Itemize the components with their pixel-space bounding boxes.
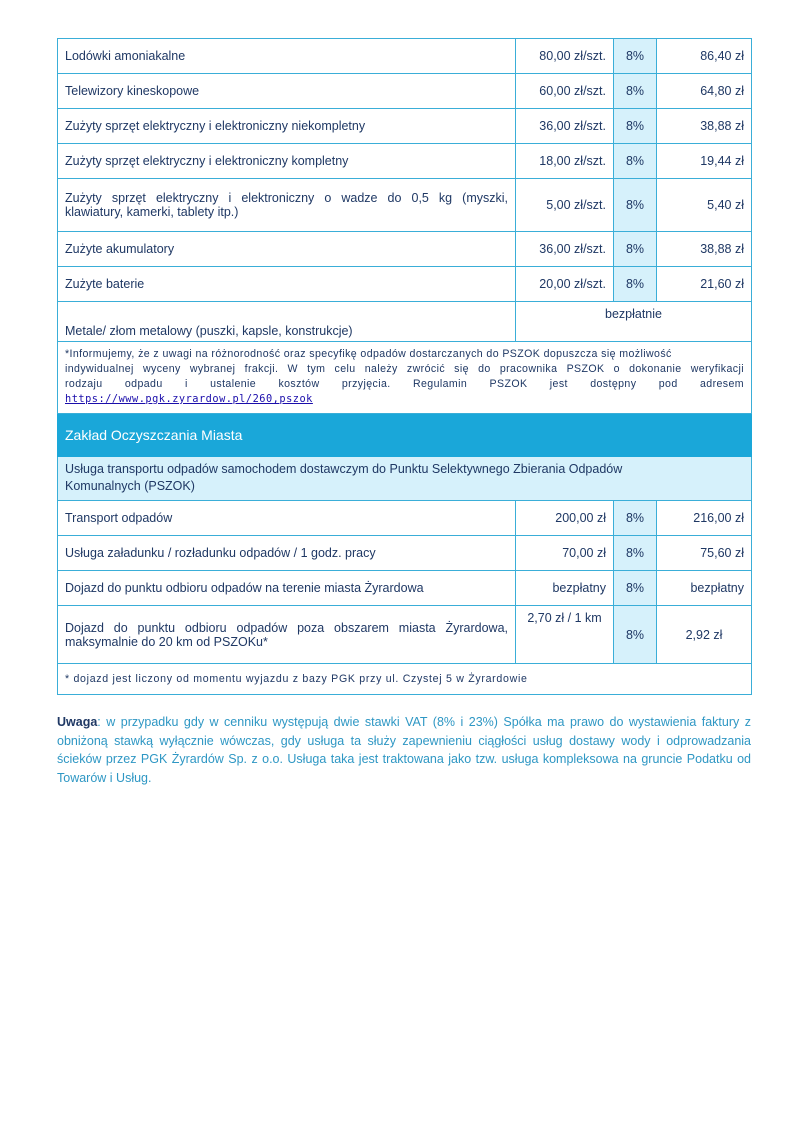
net-price: 5,00 zł/szt. [516,179,614,232]
note-row [58,664,752,695]
net-price: 36,00 zł/szt. [516,109,614,144]
vat-rate: 8% [614,39,657,74]
gross-price: 5,40 zł [657,179,752,232]
table-row [58,302,752,342]
service-name: Transport odpadów [58,501,516,536]
table-row [58,109,752,144]
vat-rate: 8% [614,232,657,267]
vat-rate: 8% [614,501,657,536]
table-row [58,232,752,267]
gross-price: 38,88 zł [657,232,752,267]
item-name: Telewizory kineskopowe [58,74,516,109]
gross-price: bezpłatny [657,571,752,606]
pszok-rules-link[interactable]: https://www.pgk.zyrardow.pl/260,pszok [65,393,313,405]
net-price: 36,00 zł/szt. [516,232,614,267]
pszok-note-line-1: *Informujemy, że z uwagi na różnorodność oraz specyfikę odpadów dostarczanych do PSZOK dopuszcza się możliwość [65,348,672,360]
section-header-row [58,414,752,457]
gross-price: 86,40 zł [657,39,752,74]
vat-rate: 8% [614,536,657,571]
gross-price: 21,60 zł [657,267,752,302]
note-row [58,342,752,414]
gross-price: 216,00 zł [657,501,752,536]
table-row [58,39,752,74]
item-name: Zużyte baterie [58,267,516,302]
net-price: 20,00 zł/szt. [516,267,614,302]
gross-price: 19,44 zł [657,144,752,179]
vat-rate: 8% [614,267,657,302]
pszok-note-line-3: rodzaju odpadu i ustalenie kosztów przyjęcia. Regulamin PSZOK jest dostępny pod adresem [65,378,744,390]
item-name: Zużyty sprzęt elektryczny i elektroniczny kompletny [58,144,516,179]
subsection-title-line-2: Komunalnych (PSZOK) [65,479,195,493]
transport-note: * dojazd jest liczony od momentu wyjazdu z bazy PGK przy ul. Czystej 5 w Żyrardowie [58,664,752,695]
vat-rate: 8% [614,179,657,232]
subsection-row [58,457,752,501]
table-row [58,536,752,571]
vat-rate: 8% [614,109,657,144]
net-price: 80,00 zł/szt. [516,39,614,74]
item-name: Zużyte akumulatory [58,232,516,267]
net-price: 70,00 zł [516,536,614,571]
gross-price: 38,88 zł [657,109,752,144]
table-row [58,606,752,664]
net-price: 2,70 zł / 1 km [516,606,614,664]
pszok-note-line-2: indywidualnej wyceny wybranej frakcji. W tym celu należy zwrócić się do pracownika PSZOK o dokonanie weryfikacji [65,363,744,375]
item-name [58,179,516,232]
item-name: Zużyty sprzęt elektryczny i elektroniczny niekompletny [58,109,516,144]
service-name-line-1: Dojazd do punktu odbioru odpadów poza obszarem miasta Żyrardowa, [65,620,508,635]
gross-price: 75,60 zł [657,536,752,571]
free-price: bezpłatnie [516,302,752,342]
table-row [58,144,752,179]
service-name [58,606,516,664]
service-name-line-2: maksymalnie do 20 km od PSZOKu* [65,634,268,649]
table-row [58,571,752,606]
table-row [58,74,752,109]
item-name-line-2: klawiatury, kamerki, tablety itp.) [65,205,239,219]
item-name: Lodówki amoniakalne [58,39,516,74]
item-name: Metale/ złom metalowy (puszki, kapsle, konstrukcje) [58,302,516,342]
subsection-title [58,457,752,501]
service-name: Dojazd do punktu odbioru odpadów na terenie miasta Żyrardowa [58,571,516,606]
table-row [58,501,752,536]
net-price: 60,00 zł/szt. [516,74,614,109]
pszok-note [58,342,752,414]
item-name-line-1: Zużyty sprzęt elektryczny i elektroniczny o wadze do 0,5 kg (myszki, [65,191,508,205]
vat-notice-text: : w przypadku gdy w cenniku występują dwie stawki VAT (8% i 23%) Spółka ma prawo do wystawienia faktury z obniżoną stawką wyłącznie wówczas, gdy usługa ta służy zapewnieniu ciągłości usług dostawy wody i odprowadzania ścieków przez PGK Żyrardów Sp. z o.o. Usługa taka jest traktowana jako tzw. usługa kompleksowa na gruncie Podatku od Towarów i Usług. [57,715,751,785]
vat-notice [57,713,751,787]
vat-rate: 8% [614,144,657,179]
vat-rate: 8% [614,571,657,606]
service-name: Usługa załadunku / rozładunku odpadów / 1 godz. pracy [58,536,516,571]
section-title: Zakład Oczyszczania Miasta [58,414,752,457]
gross-price: 64,80 zł [657,74,752,109]
gross-price: 2,92 zł [657,606,752,664]
net-price: 18,00 zł/szt. [516,144,614,179]
vat-rate: 8% [614,606,657,664]
net-price: bezpłatny [516,571,614,606]
vat-notice-label: Uwaga [57,715,98,729]
table-row [58,267,752,302]
price-list [57,38,751,695]
price-table [57,38,752,695]
vat-rate: 8% [614,74,657,109]
subsection-title-line-1: Usługa transportu odpadów samochodem dostawczym do Punktu Selektywnego Zbierania Odpadów [65,462,623,476]
net-price: 200,00 zł [516,501,614,536]
table-row [58,179,752,232]
